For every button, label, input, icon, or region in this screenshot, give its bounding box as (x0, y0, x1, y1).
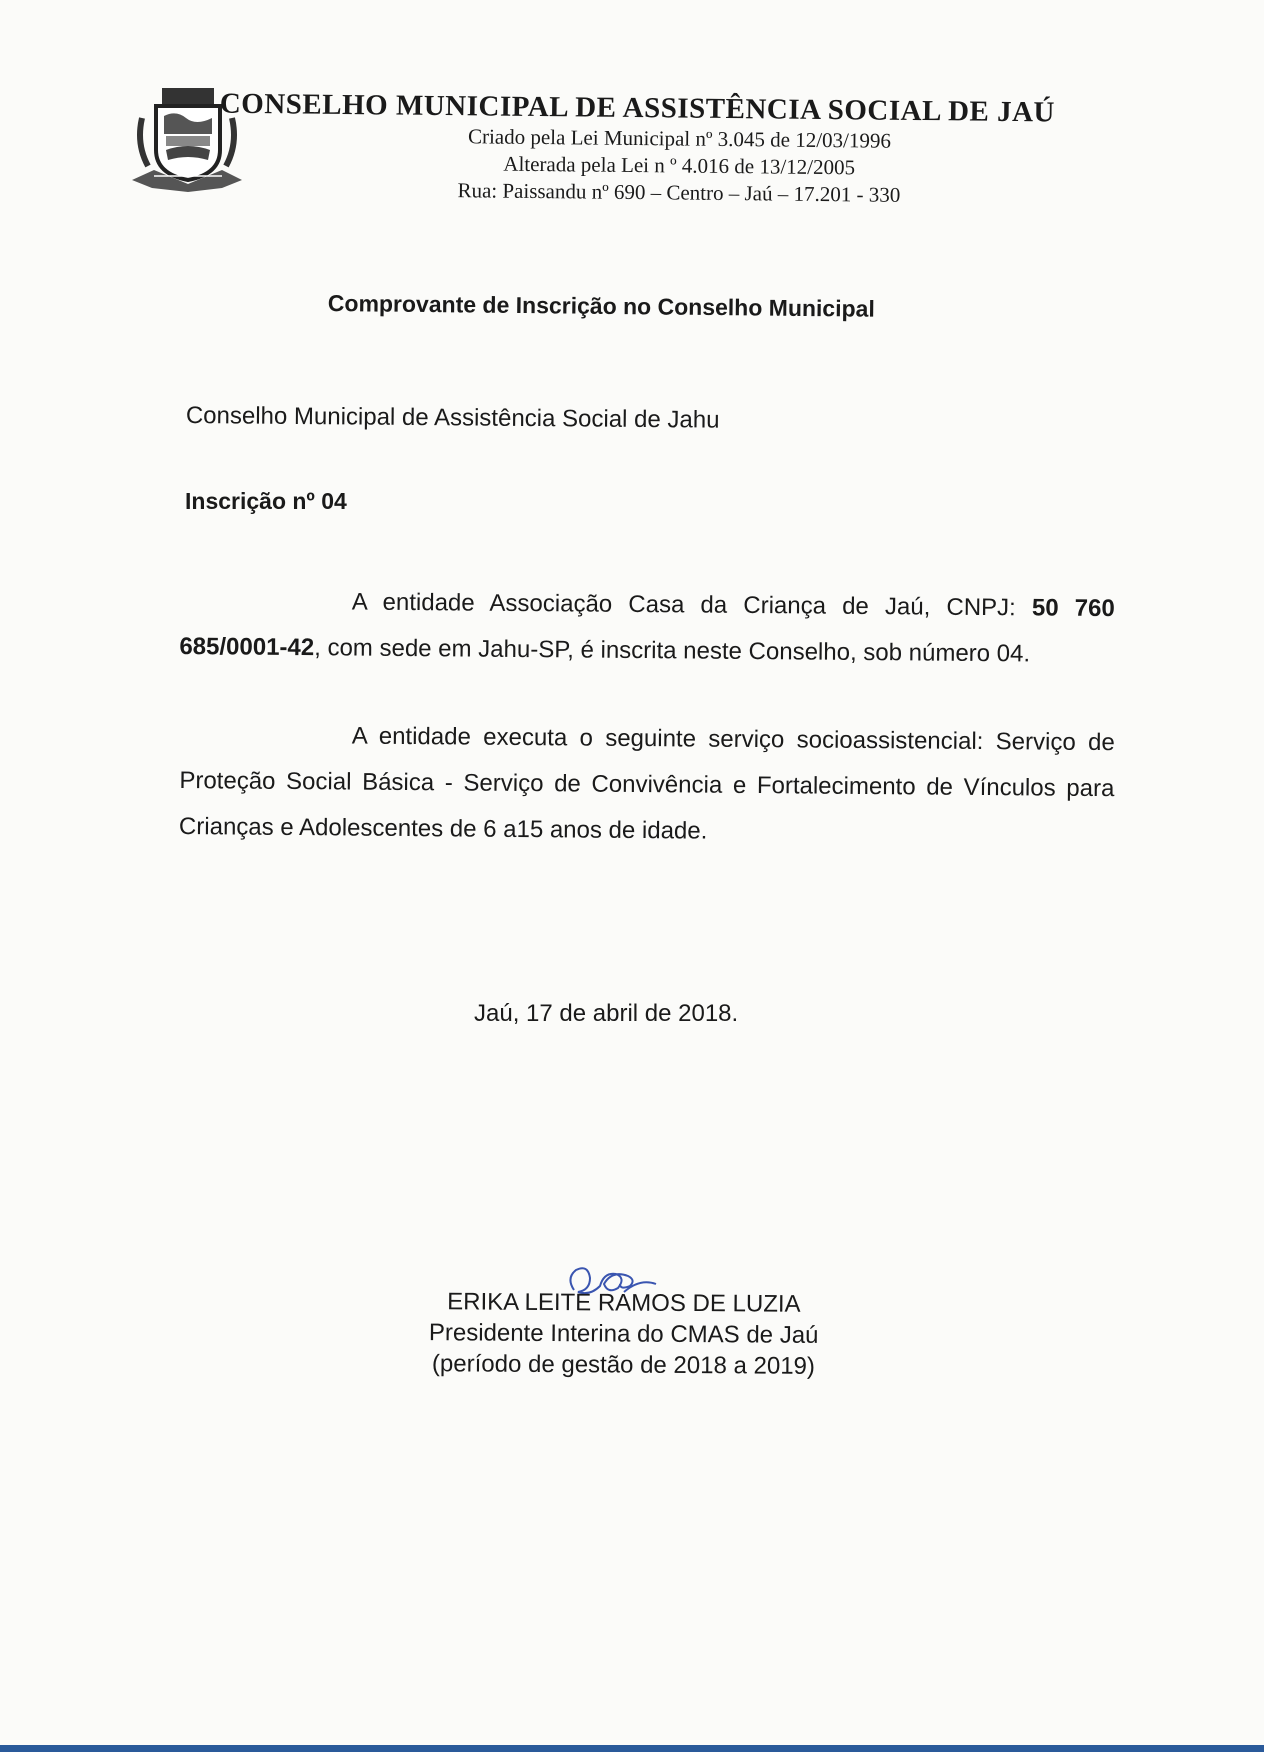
scan-bottom-edge (0, 1745, 1264, 1752)
registration-number: Inscrição nº 04 (185, 488, 347, 514)
paragraph-entity-text-b: , com sede em Jahu-SP, é inscrita neste Conselho, sob número 04. (314, 634, 1031, 668)
cnpj-value: 50 760 685/0001-42 (179, 594, 1115, 662)
document-date: Jaú, 17 de abril de 2018. (474, 1000, 739, 1027)
letterhead-law-amended: Alterada pela Lei n º 4.016 de 13/12/2005 (503, 151, 856, 180)
signature-block (403, 1286, 844, 1382)
letterhead-law-created: Criado pela Lei Municipal nº 3.045 de 12/03/1996 (467, 124, 892, 153)
paragraph-entity (179, 578, 1115, 678)
document-title: Comprovante de Inscrição no Conselho Municipal (327, 290, 875, 322)
paragraph-service (179, 712, 1115, 858)
paragraph-service-text: A entidade executa o seguinte serviço socioassistencial: Serviço de Proteção Social Básica - Serviço de Convivência e Fortalecimento de Vínculos para Crianças e Adolescentes de 6 a15 anos de idade. (178, 722, 1115, 845)
signatory-name: ERIKA LEITE RAMOS DE LUZIA (447, 1288, 801, 1318)
signatory-period: (período de gestão de 2018 a 2019) (431, 1350, 816, 1380)
council-name: Conselho Municipal de Assistência Social de Jahu (185, 402, 720, 434)
letterhead-address: Rua: Paissandu nº 690 – Centro – Jaú – 17.201 - 330 (457, 178, 901, 207)
paragraph-entity-text-a: A entidade Associação Casa da Criança de Jaú, CNPJ: (351, 588, 1033, 622)
letterhead (219, 87, 1110, 211)
letterhead-title: CONSELHO MUNICIPAL DE ASSISTÊNCIA SOCIAL DE JAÚ (219, 87, 1056, 129)
signatory-role: Presidente Interina do CMAS de Jaú (428, 1319, 819, 1349)
